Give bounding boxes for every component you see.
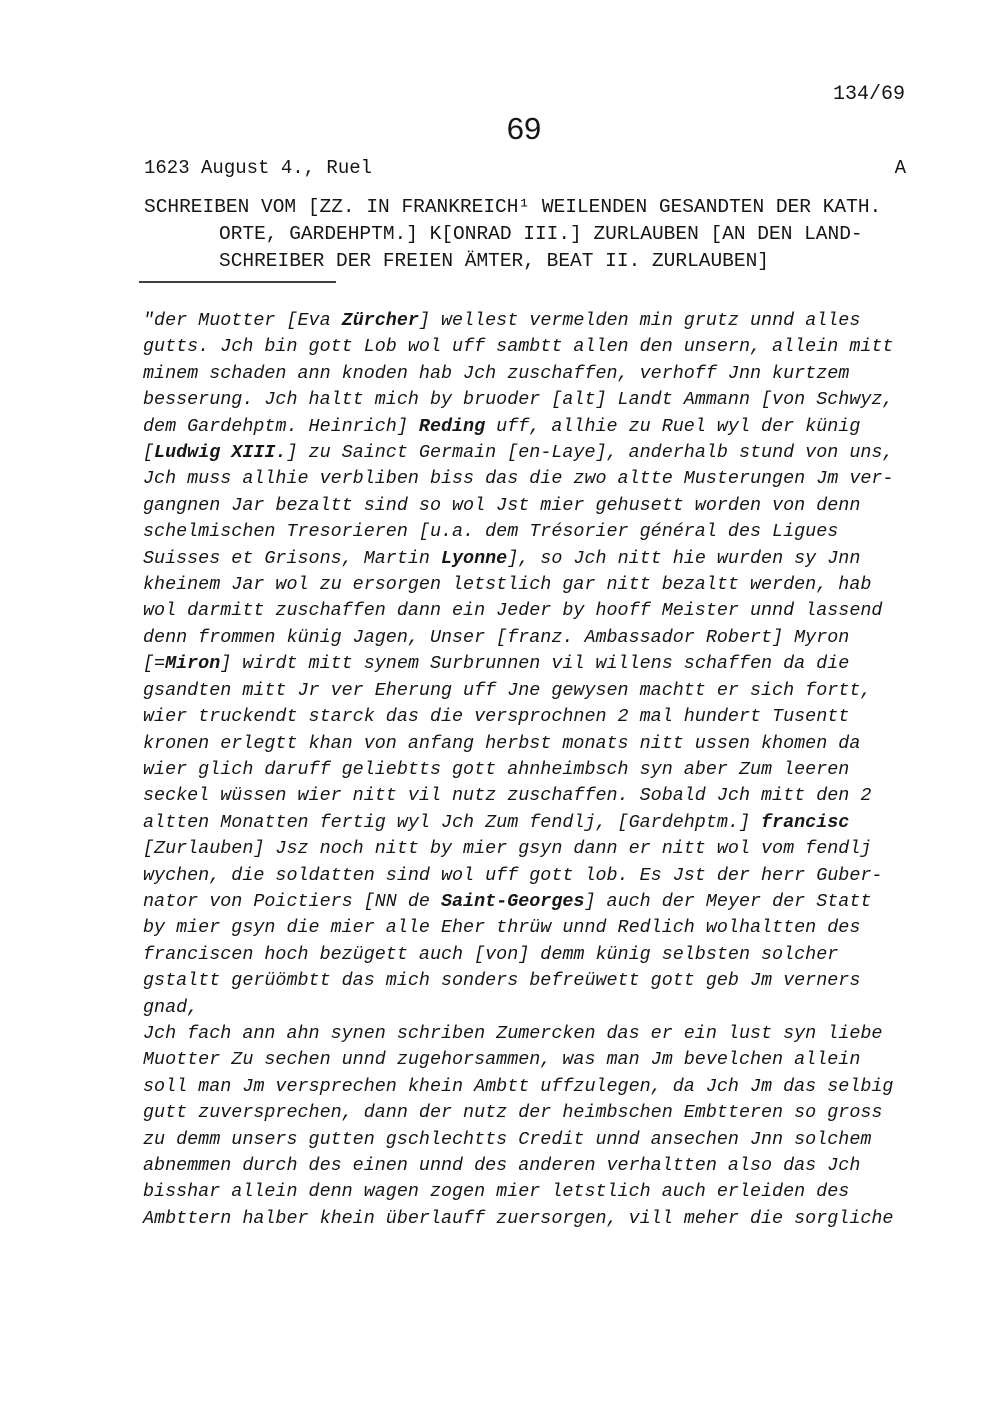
body-text: ] zu Sainct Germain [en-Laye], anderhalb stund von uns, — [286, 442, 894, 464]
letter-body — [143, 308, 893, 1232]
body-line — [143, 942, 893, 968]
body-text-bold: Saint-Georges — [440, 890, 585, 912]
body-text-bold: Reding — [418, 415, 486, 437]
body-line — [143, 493, 893, 519]
body-line — [143, 466, 893, 492]
body-text: wychen, die soldatten sind wol uff gott lob. Es Jst der herr Guber- — [143, 864, 883, 886]
body-line — [143, 731, 893, 757]
body-line — [143, 519, 893, 545]
body-text: "der Muotter [Eva — [143, 310, 342, 331]
body-text-bold: Lyonne — [440, 547, 508, 569]
body-line — [143, 1127, 893, 1153]
body-text: wol darmitt zuschaffen dann ein Jeder by hooff Meister unnd lassend — [143, 600, 883, 622]
body-text: seckel wüssen wier nitt vil nutz zuschaffen. Sobald Jch mitt den 2 — [143, 785, 872, 807]
body-text: Muotter Zu sechen unnd zugehorsammen, was man Jm bevelchen allein — [143, 1049, 861, 1071]
body-line — [143, 625, 893, 651]
document-date-place: 1623 August 4., Ruel — [144, 157, 373, 179]
heading-line: ORTE, GARDEHPTM.] K[ONRAD III.] ZURLAUBEN [AN DEN LAND- — [219, 223, 863, 245]
body-line — [143, 757, 893, 783]
archive-folio-number: 134/69 — [833, 83, 906, 106]
body-line — [143, 546, 893, 572]
body-text: besserung. Jch haltt mich by bruoder [alt] Landt Ammann [von Schwyz, — [143, 389, 894, 411]
body-text: schelmischen Tresorieren [u.a. dem Trésorier général des Ligues — [143, 521, 839, 543]
body-text: wier truckendt starck das die versprochnen 2 mal hundert Tusentt — [143, 706, 850, 728]
body-text: Suisses et Grisons, Martin — [143, 547, 441, 569]
body-text: [= — [143, 653, 166, 675]
body-text: gsandten mitt Jr ver Eherung uff Jne gewysen machtt er sich fortt, — [143, 679, 872, 701]
body-line — [143, 1206, 893, 1232]
date-line — [144, 157, 906, 180]
body-line — [143, 651, 893, 677]
body-line — [143, 863, 893, 889]
footnote-separator-rule — [139, 281, 336, 283]
body-text: Ambttern halber khein überlauff zuersorgen, vill meher die sorgliche — [143, 1207, 894, 1229]
body-text: ] wirdt mitt synem Surbrunnen vil willens schaffen da die — [220, 653, 850, 675]
body-line — [143, 1179, 893, 1205]
body-text: abnemmen durch des einen unnd des anderen verhaltten also das Jch — [143, 1155, 861, 1176]
body-text: nator von Poictiers [NN de — [143, 890, 441, 912]
body-text: franciscen hoch bezügett auch [von] demm künig selbsten solcher — [143, 943, 839, 965]
body-text: denn frommen künig Jagen, Unser [franz. Ambassador Robert] Myron — [143, 626, 850, 648]
body-text: bisshar allein denn wagen zogen mier letstlich auch erleiden des — [143, 1181, 850, 1203]
body-line — [143, 598, 893, 624]
body-text: gnad, — [143, 996, 199, 1018]
body-text: dem Gardehptm. Heinrich] — [143, 415, 419, 437]
body-text: [ — [143, 442, 155, 464]
body-text: by mier gsyn die mier alle Eher thrüw unnd Redlich wolhaltten des — [143, 917, 861, 939]
body-line — [143, 308, 893, 334]
body-line — [143, 414, 893, 440]
body-line — [143, 572, 893, 598]
source-siglum: A — [894, 157, 906, 179]
body-text-bold: francisc — [761, 811, 850, 833]
body-text: gangnen Jar bezaltt sind so wol Jst mier gehusett worden von denn — [143, 494, 861, 516]
body-text-bold: Miron — [165, 653, 221, 675]
body-text: Jch fach ann ahn synen schriben Zumercken das er ein lust syn liebe — [143, 1022, 883, 1044]
body-text: zu demm unsers gutten gschlechtts Credit unnd ansechen Jnn solchem — [143, 1128, 872, 1150]
body-text: gstaltt gerüömbtt das mich sonders befreüwett gott geb Jm verners — [143, 970, 861, 992]
body-line — [143, 810, 893, 836]
body-text: minem schaden ann knoden hab Jch zuschaffen, verhoff Jnn kurtzem — [143, 362, 850, 384]
body-line — [143, 1153, 893, 1179]
heading-line: SCHREIBEN VOM [ZZ. IN FRANKREICH¹ WEILENDEN GESANDTEN DER KATH. — [144, 196, 882, 218]
body-line — [143, 915, 893, 941]
body-text: kronen erlegtt khan von anfang herbst monats nitt ussen khomen da — [143, 732, 861, 754]
body-line — [143, 704, 893, 730]
body-text: uff, allhie zu Ruel wyl der künig — [485, 415, 861, 437]
body-text: kheinem Jar wol zu ersorgen letstlich gar nitt bezaltt werden, hab — [143, 574, 872, 596]
heading-line: SCHREIBER DER FREIEN ÄMTER, BEAT II. ZURLAUBEN] — [219, 250, 769, 272]
body-line — [143, 361, 893, 387]
body-line — [143, 1100, 893, 1126]
body-line — [143, 1047, 893, 1073]
body-line — [143, 836, 893, 862]
body-text: altten Monatten fertig wyl Jch Zum fendlj, [Gardehptm.] — [143, 811, 762, 833]
body-line — [143, 334, 893, 360]
body-line — [143, 1074, 893, 1100]
body-text-bold: Zürcher — [341, 310, 419, 331]
body-line — [143, 1021, 893, 1047]
body-text: ], so Jch nitt hie wurden sy Jnn — [507, 547, 861, 569]
body-text-bold: Ludwig XIII. — [154, 442, 287, 464]
body-text: soll man Jm versprechen khein Ambtt uffzulegen, da Jch Jm das selbig — [143, 1075, 894, 1097]
body-line — [143, 783, 893, 809]
body-text: ] wellest vermelden min grutz unnd alles — [418, 310, 861, 331]
body-line — [143, 387, 893, 413]
body-text: gutts. Jch bin gott Lob wol uff sambtt allen den unsern, allein mitt — [143, 336, 894, 358]
body-line — [143, 995, 893, 1021]
body-text: [Zurlauben] Jsz noch nitt by mier gsyn dann er nitt wol vom fendlj — [143, 838, 872, 860]
body-text: Jch muss allhie verbliben biss das die zwo altte Musterungen Jm ver- — [143, 468, 894, 490]
page-number: 69 — [506, 111, 542, 146]
body-text: wier glich daruff geliebtts gott ahnheimbsch syn aber Zum leeren — [143, 758, 850, 780]
body-text: gutt zuversprechen, dann der nutz der heimbschen Embtteren so gross — [143, 1102, 883, 1124]
body-line — [143, 889, 893, 915]
body-line — [143, 678, 893, 704]
body-line — [143, 968, 893, 994]
body-line — [143, 440, 893, 466]
document-heading — [144, 194, 881, 275]
body-text: ] auch der Meyer der Statt — [584, 890, 872, 912]
